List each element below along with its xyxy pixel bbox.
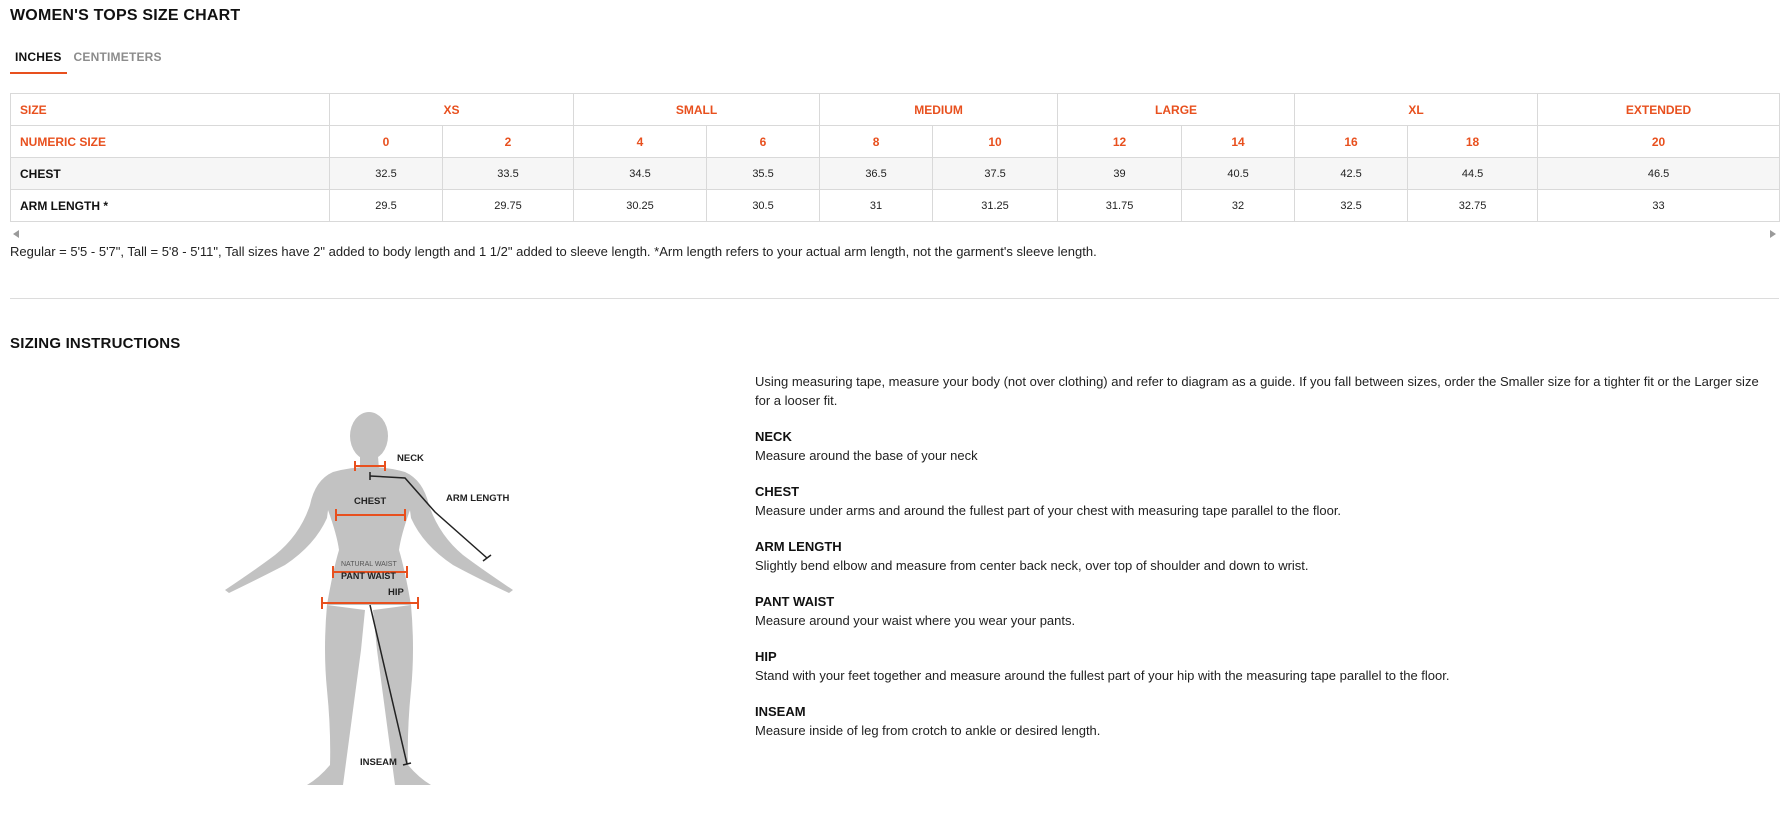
scroll-left-icon[interactable] <box>13 230 19 238</box>
size-group-small: SMALL <box>574 94 820 126</box>
numeric-size-cell: 14 <box>1182 126 1295 158</box>
chest-label: CHEST <box>11 158 330 190</box>
instruction-title: PANT WAIST <box>755 594 835 609</box>
unit-tabs <box>10 48 169 74</box>
instruction-text: Measure around the base of your neck <box>755 448 978 463</box>
instruction-arm-length <box>755 537 1765 575</box>
numeric-size-cell: 4 <box>574 126 707 158</box>
tab-inches[interactable]: INCHES <box>10 48 67 74</box>
instruction-hip <box>755 647 1765 685</box>
diagram-label-hip: HIP <box>388 587 404 598</box>
size-group-xs: XS <box>330 94 574 126</box>
chest-cell: 40.5 <box>1182 158 1295 190</box>
chest-cell: 32.5 <box>330 158 443 190</box>
arm-length-cell: 29.5 <box>330 190 443 222</box>
arm-length-cell: 32.5 <box>1295 190 1408 222</box>
sizing-instructions <box>755 372 1765 757</box>
table-scrollbar[interactable] <box>10 228 1779 240</box>
instruction-text: Measure inside of leg from crotch to ankle or desired length. <box>755 723 1101 738</box>
size-row <box>11 94 1780 126</box>
instruction-pant-waist <box>755 592 1765 630</box>
numeric-size-cell: 18 <box>1408 126 1538 158</box>
chest-cell: 42.5 <box>1295 158 1408 190</box>
numeric-size-cell: 20 <box>1538 126 1780 158</box>
size-row-label: SIZE <box>11 94 330 126</box>
size-group-large: LARGE <box>1058 94 1295 126</box>
instruction-inseam <box>755 702 1765 740</box>
instruction-title: HIP <box>755 649 777 664</box>
diagram-label-pant-waist: PANT WAIST <box>341 571 396 581</box>
chest-cell: 34.5 <box>574 158 707 190</box>
numeric-size-label: NUMERIC SIZE <box>11 126 330 158</box>
arm-length-cell: 29.75 <box>443 190 574 222</box>
diagram-label-arm-length: ARM LENGTH <box>446 493 510 504</box>
arm-length-label: ARM LENGTH * <box>11 190 330 222</box>
numeric-size-cell: 16 <box>1295 126 1408 158</box>
body-measurement-diagram <box>215 400 525 800</box>
diagram-label-neck: NECK <box>397 453 424 464</box>
size-table <box>10 93 1780 222</box>
size-note: Regular = 5'5 - 5'7", Tall = 5'8 - 5'11", Tall sizes have 2" added to body length and 1 1/2" added to sleeve length. *Arm length refers to your actual arm length, not the garment's sleeve length. <box>10 244 1097 259</box>
instruction-title: INSEAM <box>755 704 806 719</box>
chest-row <box>11 158 1780 190</box>
arm-length-cell: 31 <box>820 190 933 222</box>
chest-cell: 37.5 <box>933 158 1058 190</box>
diagram-label-chest: CHEST <box>354 496 387 507</box>
arm-length-cell: 33 <box>1538 190 1780 222</box>
arm-length-row <box>11 190 1780 222</box>
instruction-neck <box>755 427 1765 465</box>
sizing-instructions-title: SIZING INSTRUCTIONS <box>10 335 181 352</box>
arm-length-cell: 32 <box>1182 190 1295 222</box>
instruction-chest <box>755 482 1765 520</box>
diagram-label-inseam: INSEAM <box>360 757 397 768</box>
instruction-text: Stand with your feet together and measure around the fullest part of your hip with the measuring tape parallel to the floor. <box>755 668 1450 683</box>
instruction-text: Slightly bend elbow and measure from center back neck, over top of shoulder and down to wrist. <box>755 558 1309 573</box>
diagram-label-natural-waist: NATURAL WAIST <box>341 561 397 568</box>
arm-length-cell: 30.25 <box>574 190 707 222</box>
numeric-size-cell: 0 <box>330 126 443 158</box>
instruction-title: CHEST <box>755 484 800 499</box>
numeric-size-cell: 8 <box>820 126 933 158</box>
arm-length-cell: 30.5 <box>707 190 820 222</box>
chest-cell: 39 <box>1058 158 1182 190</box>
numeric-size-cell: 10 <box>933 126 1058 158</box>
body-silhouette <box>225 412 513 785</box>
size-group-medium: MEDIUM <box>820 94 1058 126</box>
chest-cell: 36.5 <box>820 158 933 190</box>
instruction-title: NECK <box>755 429 792 444</box>
page-title: WOMEN'S TOPS SIZE CHART <box>10 7 241 24</box>
size-table-wrapper <box>10 93 1779 222</box>
size-group-xl: XL <box>1295 94 1538 126</box>
chest-cell: 33.5 <box>443 158 574 190</box>
chest-cell: 35.5 <box>707 158 820 190</box>
section-divider <box>10 298 1779 299</box>
chest-cell: 46.5 <box>1538 158 1780 190</box>
arm-length-cell: 31.25 <box>933 190 1058 222</box>
instruction-title: ARM LENGTH <box>755 539 842 554</box>
numeric-size-cell: 2 <box>443 126 574 158</box>
instruction-text: Measure around your waist where you wear your pants. <box>755 613 1076 628</box>
tab-centimeters[interactable]: CENTIMETERS <box>73 50 162 64</box>
instruction-text: Measure under arms and around the fullest part of your chest with measuring tape parallel to the floor. <box>755 503 1342 518</box>
instructions-intro: Using measuring tape, measure your body (not over clothing) and refer to diagram as a guide. If you fall between sizes, order the Smaller size for a tighter fit or the Larger size for a looser fit. <box>755 374 1759 408</box>
size-group-extended: EXTENDED <box>1538 94 1780 126</box>
scroll-right-icon[interactable] <box>1770 230 1776 238</box>
chest-cell: 44.5 <box>1408 158 1538 190</box>
numeric-size-cell: 6 <box>707 126 820 158</box>
arm-length-cell: 32.75 <box>1408 190 1538 222</box>
arm-length-cell: 31.75 <box>1058 190 1182 222</box>
numeric-size-row <box>11 126 1780 158</box>
numeric-size-cell: 12 <box>1058 126 1182 158</box>
